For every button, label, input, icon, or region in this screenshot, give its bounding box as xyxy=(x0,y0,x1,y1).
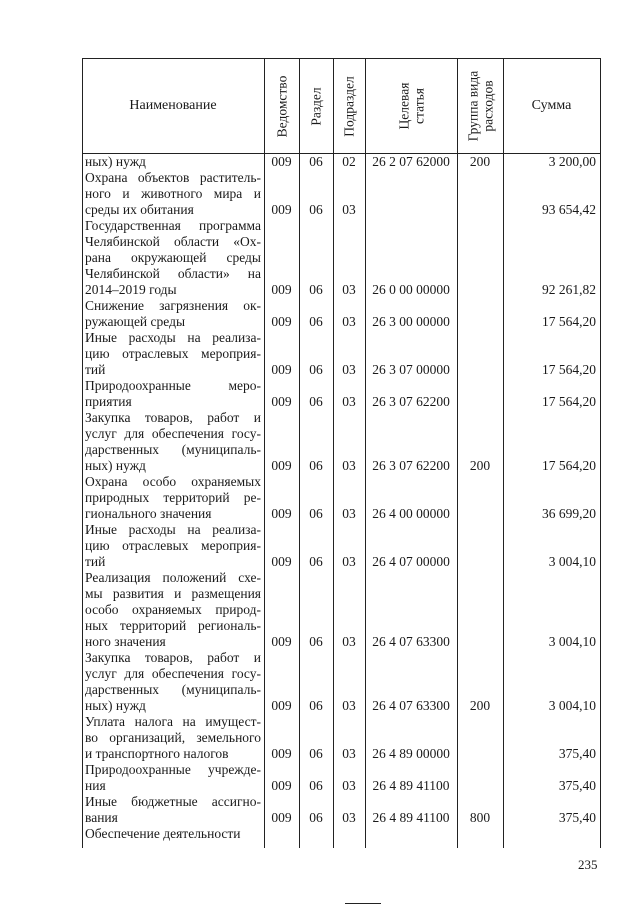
cell-target-article: 26 4 89 41100 xyxy=(372,778,450,793)
cell-name-line: Уплата налога на имущест- xyxy=(85,714,261,729)
cell-name xyxy=(85,714,261,762)
cell-name-line: Иные расходы на реализа- xyxy=(85,522,261,537)
header-target-line2: статья xyxy=(411,88,426,124)
header-section xyxy=(299,59,333,153)
table-row xyxy=(82,570,600,650)
header-sum xyxy=(503,59,600,153)
cell-department: 009 xyxy=(271,282,292,297)
budget-table xyxy=(82,58,600,848)
cell-department: 009 xyxy=(271,202,292,217)
cell-name xyxy=(85,330,261,378)
cell-department: 009 xyxy=(271,698,292,713)
header-expense-line1: Группа вида xyxy=(465,70,480,142)
cell-target-article: 26 3 07 00000 xyxy=(372,362,450,377)
cell-name-line: ных) нужд xyxy=(85,698,146,713)
cell-department: 009 xyxy=(271,394,292,409)
cell-name-line: Реализация положений схе- xyxy=(85,570,261,585)
cell-name-line: вания xyxy=(85,810,118,825)
cell-target-article: 26 4 89 00000 xyxy=(372,746,450,761)
table-row xyxy=(82,218,600,298)
cell-name-line: рана окружающей среды xyxy=(85,250,261,265)
page-number: 235 xyxy=(578,857,598,872)
header-expense-group xyxy=(457,59,503,153)
header-target-article xyxy=(365,59,457,153)
cell-name xyxy=(85,298,261,330)
cell-name-line: тий xyxy=(85,362,106,377)
cell-section: 06 xyxy=(309,506,323,521)
cell-subsection: 03 xyxy=(342,746,356,761)
table-row xyxy=(82,330,600,378)
cell-name xyxy=(85,826,261,842)
header-section-label: Раздел xyxy=(308,86,324,126)
cell-section: 06 xyxy=(309,698,323,713)
cell-name-line: Природоохранные учрежде- xyxy=(85,762,261,777)
header-department-label: Ведомство xyxy=(274,75,289,137)
cell-sum: 375,40 xyxy=(558,810,596,825)
cell-name xyxy=(85,378,261,410)
cell-name-line: Государственная программа xyxy=(85,218,261,233)
cell-subsection: 03 xyxy=(342,458,356,473)
table-row xyxy=(82,762,600,794)
cell-section: 06 xyxy=(309,778,323,793)
cell-name-line: гионального значения xyxy=(85,506,212,521)
header-name-label: Наименование xyxy=(129,98,217,113)
cell-name-line: среды их обитания xyxy=(85,202,194,217)
cell-name-line: ния xyxy=(85,778,106,793)
cell-name xyxy=(85,170,261,218)
table-row xyxy=(82,794,600,826)
cell-name-line: ного значения xyxy=(85,634,166,649)
header-name xyxy=(82,59,264,153)
cell-name-line: ного и животного мира и xyxy=(85,186,261,201)
cell-name-line: дарственных (муниципаль- xyxy=(85,442,261,457)
cell-section: 06 xyxy=(309,362,323,377)
header-expense-line2: расходов xyxy=(480,80,495,132)
cell-name xyxy=(85,794,261,826)
table-row xyxy=(82,826,600,842)
cell-target-article: 26 4 07 63300 xyxy=(372,698,450,713)
cell-name-line: тий xyxy=(85,554,106,569)
cell-name-line: Охрана особо охраняемых xyxy=(85,474,261,489)
cell-sum: 375,40 xyxy=(558,778,596,793)
cell-sum: 92 261,82 xyxy=(542,282,596,297)
cell-subsection: 03 xyxy=(342,394,356,409)
cell-target-article: 26 4 07 00000 xyxy=(372,554,450,569)
cell-name-line: Иные расходы на реализа- xyxy=(85,330,261,345)
cell-name xyxy=(85,154,261,170)
cell-name-line: цию отраслевых мероприя- xyxy=(85,346,261,361)
table-row xyxy=(82,298,600,330)
cell-subsection: 03 xyxy=(342,314,356,329)
cell-department: 009 xyxy=(271,506,292,521)
header-target-article-label xyxy=(396,83,426,130)
header-sum-label: Сумма xyxy=(531,98,572,113)
cell-name-line: во организаций, земельного xyxy=(85,730,261,745)
cell-name-line: мы развития и размещения xyxy=(85,586,261,601)
cell-expense-group: 200 xyxy=(469,154,491,169)
footer-rule xyxy=(345,903,381,904)
cell-section: 06 xyxy=(309,554,323,569)
table-row xyxy=(82,378,600,410)
cell-sum: 36 699,20 xyxy=(542,506,596,521)
table-header xyxy=(82,58,600,154)
table-row xyxy=(82,170,600,218)
cell-name-line: ных территорий региональ- xyxy=(85,618,261,633)
cell-name xyxy=(85,650,261,714)
cell-sum: 17 564,20 xyxy=(542,394,596,409)
cell-target-article: 26 4 00 00000 xyxy=(372,506,450,521)
cell-name-line: природных территорий ре- xyxy=(85,490,261,505)
cell-name xyxy=(85,218,261,298)
cell-sum: 17 564,20 xyxy=(542,458,596,473)
cell-name-line: цию отраслевых мероприя- xyxy=(85,538,261,553)
cell-subsection: 03 xyxy=(342,506,356,521)
cell-target-article: 26 2 07 62000 xyxy=(372,154,450,169)
cell-name-line: 2014–2019 годы xyxy=(85,282,177,297)
cell-section: 06 xyxy=(309,314,323,329)
table-row xyxy=(82,522,600,570)
cell-department: 009 xyxy=(271,554,292,569)
cell-section: 06 xyxy=(309,634,323,649)
cell-sum: 3 200,00 xyxy=(548,154,596,169)
cell-name-line: приятия xyxy=(85,394,132,409)
header-expense-group-label xyxy=(465,71,495,142)
cell-target-article: 26 4 07 63300 xyxy=(372,634,450,649)
cell-department: 009 xyxy=(271,778,292,793)
cell-name-line: Челябинской области» на xyxy=(85,266,261,281)
cell-subsection: 03 xyxy=(342,698,356,713)
cell-subsection: 03 xyxy=(342,810,356,825)
cell-section: 06 xyxy=(309,282,323,297)
table-row xyxy=(82,714,600,762)
cell-section: 06 xyxy=(309,458,323,473)
cell-name-line: ружающей среды xyxy=(85,314,186,329)
cell-target-article: 26 4 89 41100 xyxy=(372,810,450,825)
cell-department: 009 xyxy=(271,362,292,377)
cell-subsection: 03 xyxy=(342,634,356,649)
cell-target-article: 26 3 00 00000 xyxy=(372,314,450,329)
cell-department: 009 xyxy=(271,746,292,761)
cell-subsection: 03 xyxy=(342,282,356,297)
cell-expense-group: 200 xyxy=(469,698,491,713)
cell-name xyxy=(85,474,261,522)
cell-name-line: Снижение загрязнения ок- xyxy=(85,298,261,313)
table-row xyxy=(82,410,600,474)
cell-subsection: 03 xyxy=(342,202,356,217)
cell-target-article: 26 0 00 00000 xyxy=(372,282,450,297)
cell-sum: 3 004,10 xyxy=(548,554,596,569)
cell-sum: 3 004,10 xyxy=(548,634,596,649)
column-divider xyxy=(600,58,601,848)
cell-name-line: услуг для обеспечения госу- xyxy=(85,666,261,681)
table-row xyxy=(82,154,600,170)
cell-section: 06 xyxy=(309,154,323,169)
cell-name-line: Челябинской области «Ох- xyxy=(85,234,261,249)
cell-name xyxy=(85,570,261,650)
cell-name-line: услуг для обеспечения госу- xyxy=(85,426,261,441)
cell-name-line: дарственных (муниципаль- xyxy=(85,682,261,697)
cell-name-line: Охрана объектов раститель- xyxy=(85,170,261,185)
cell-subsection: 02 xyxy=(342,154,356,169)
table-row xyxy=(82,474,600,522)
cell-name-line: ных) нужд xyxy=(85,458,146,473)
cell-sum: 375,40 xyxy=(558,746,596,761)
cell-department: 009 xyxy=(271,154,292,169)
cell-target-article: 26 3 07 62200 xyxy=(372,458,450,473)
table-row xyxy=(82,650,600,714)
cell-sum: 93 654,42 xyxy=(542,202,596,217)
cell-name xyxy=(85,410,261,474)
cell-name-line: особо охраняемых природ- xyxy=(85,602,261,617)
header-subsection-label: Подраздел xyxy=(341,75,357,137)
cell-department: 009 xyxy=(271,810,292,825)
cell-section: 06 xyxy=(309,746,323,761)
cell-name-line: Природоохранные меро- xyxy=(85,378,261,393)
cell-name xyxy=(85,522,261,570)
cell-section: 06 xyxy=(309,394,323,409)
cell-expense-group: 800 xyxy=(469,810,491,825)
cell-department: 009 xyxy=(271,314,292,329)
cell-subsection: 03 xyxy=(342,554,356,569)
cell-name-line: Обеспечение деятельности xyxy=(85,826,241,841)
header-target-line1: Целевая xyxy=(396,82,411,130)
cell-name-line: ных) нужд xyxy=(85,154,146,169)
cell-subsection: 03 xyxy=(342,362,356,377)
cell-sum: 17 564,20 xyxy=(542,362,596,377)
cell-subsection: 03 xyxy=(342,778,356,793)
cell-name-line: Иные бюджетные ассигно- xyxy=(85,794,261,809)
cell-sum: 3 004,10 xyxy=(548,698,596,713)
cell-name xyxy=(85,762,261,794)
cell-section: 06 xyxy=(309,810,323,825)
cell-name-line: и транспортного налогов xyxy=(85,746,229,761)
cell-department: 009 xyxy=(271,458,292,473)
cell-section: 06 xyxy=(309,202,323,217)
cell-name-line: Закупка товаров, работ и xyxy=(85,650,261,665)
cell-department: 009 xyxy=(271,634,292,649)
cell-sum: 17 564,20 xyxy=(542,314,596,329)
header-department xyxy=(264,59,299,153)
cell-name-line: Закупка товаров, работ и xyxy=(85,410,261,425)
cell-expense-group: 200 xyxy=(469,458,491,473)
header-subsection xyxy=(333,59,365,153)
cell-target-article: 26 3 07 62200 xyxy=(372,394,450,409)
